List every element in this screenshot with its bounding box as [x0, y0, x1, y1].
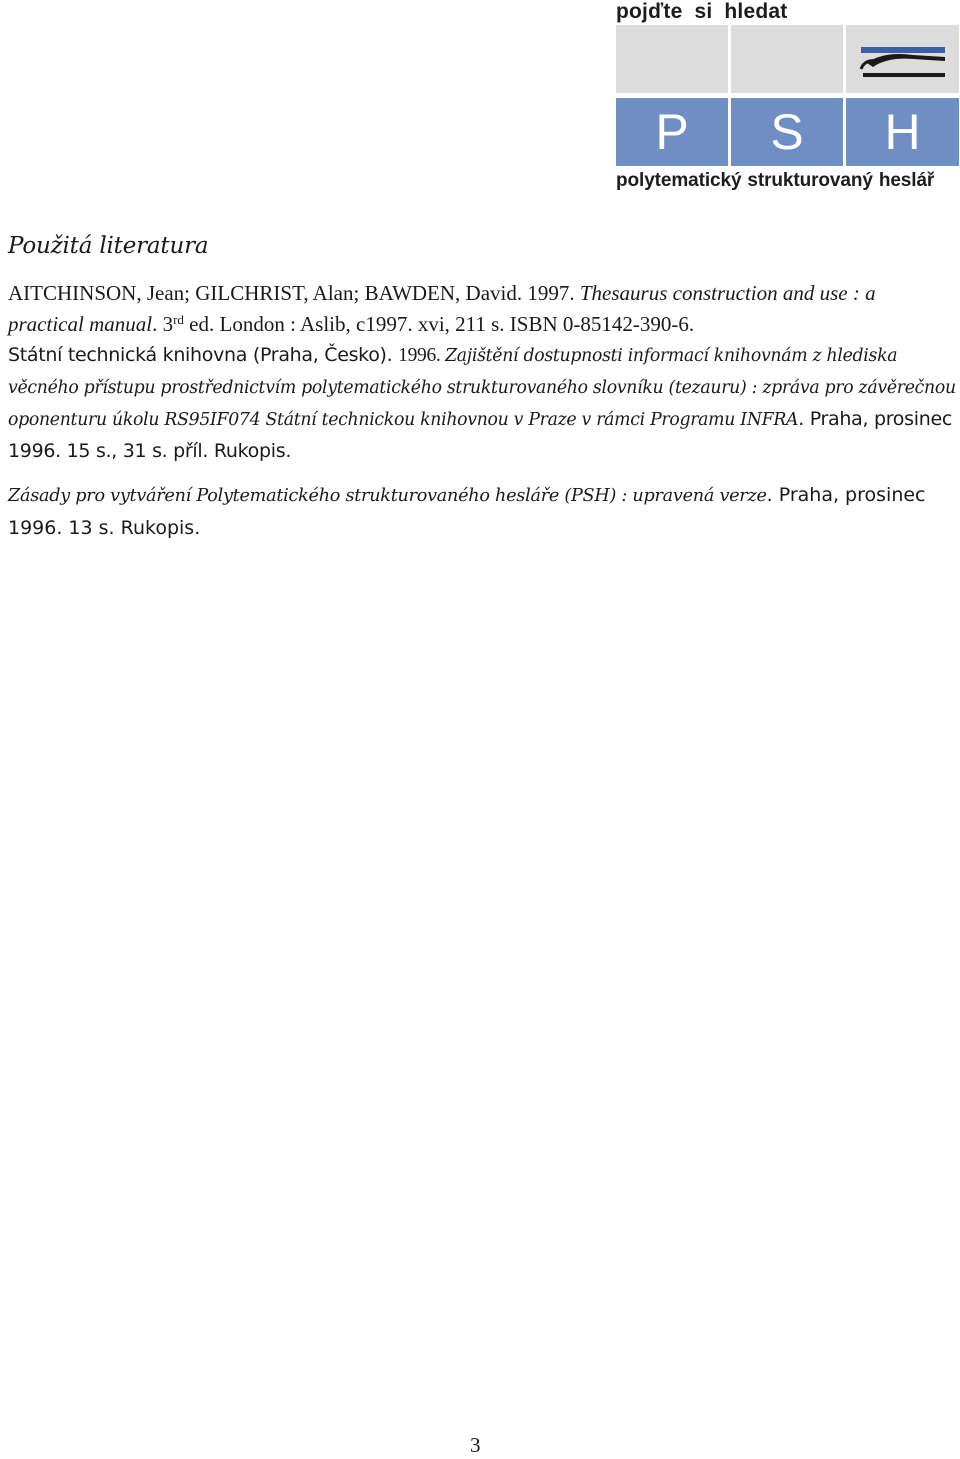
- reference-details: . Praha, prosinec 1996. 15 s., 31 s. příl. Rukopis.: [8, 408, 952, 462]
- reference-details: . Praha, prosinec 1996. 13 s. Rukopis.: [8, 484, 926, 539]
- psh-logo: [614, 0, 960, 196]
- stk-mark-icon-svg: [853, 29, 953, 89]
- section-heading: Použitá literatura: [8, 233, 209, 259]
- reference-title: Zásady pro vytváření Polytematického strukturovaného hesláře (PSH) : upravená verze: [8, 486, 767, 506]
- logo-tagline-word: pojďte: [616, 0, 683, 23]
- reference-entry: [8, 340, 956, 467]
- reference-entry: [8, 278, 956, 340]
- logo-tagline-word: si: [694, 0, 713, 23]
- logo-letter-s: S: [731, 98, 843, 166]
- logo-tagline-word: strukturovaný: [747, 170, 873, 191]
- logo-letter-h: H: [846, 98, 959, 166]
- reference-title: Zajištění dostupnosti informací knihovnám z hlediska věcného přístupu prostřednictvím polytematického strukturovaného slovníku (tezauru) : zpráva pro závěrečnou oponenturu úkolu RS95IF074 Státní technickou knihovnou v Praze v rámci Programu INFRA: [8, 346, 956, 430]
- reference-title: Thesaurus construction and use : a practical manual: [8, 281, 876, 336]
- reference-entry: [8, 479, 956, 544]
- logo-grid: [616, 25, 959, 166]
- logo-grey-tile: [731, 25, 843, 93]
- reference-edition: . 3: [152, 312, 174, 336]
- stk-mark-icon: [846, 25, 959, 93]
- reference-edition-ordinal: rd: [173, 312, 184, 327]
- logo-tagline-top: [616, 0, 799, 24]
- page-number: 3: [470, 1433, 481, 1457]
- logo-tagline-word: heslář: [878, 170, 935, 191]
- logo-letter-p: P: [616, 98, 728, 166]
- reference-year: 1996.: [398, 345, 446, 366]
- reference-authors: Státní technická knihovna (Praha, Česko).: [8, 344, 399, 366]
- bibliography-section: [8, 228, 956, 544]
- reference-details: ed. London : Aslib, c1997. xvi, 211 s. ISBN 0-85142-390-6.: [183, 312, 695, 336]
- logo-grey-tile: [616, 25, 728, 93]
- logo-tagline-word: hledat: [724, 0, 788, 23]
- logo-tagline-word: polytematický: [616, 170, 742, 191]
- logo-tagline-bottom: [616, 170, 940, 192]
- reference-authors: AITCHINSON, Jean; GILCHRIST, Alan; BAWDEN, David. 1997.: [8, 281, 580, 305]
